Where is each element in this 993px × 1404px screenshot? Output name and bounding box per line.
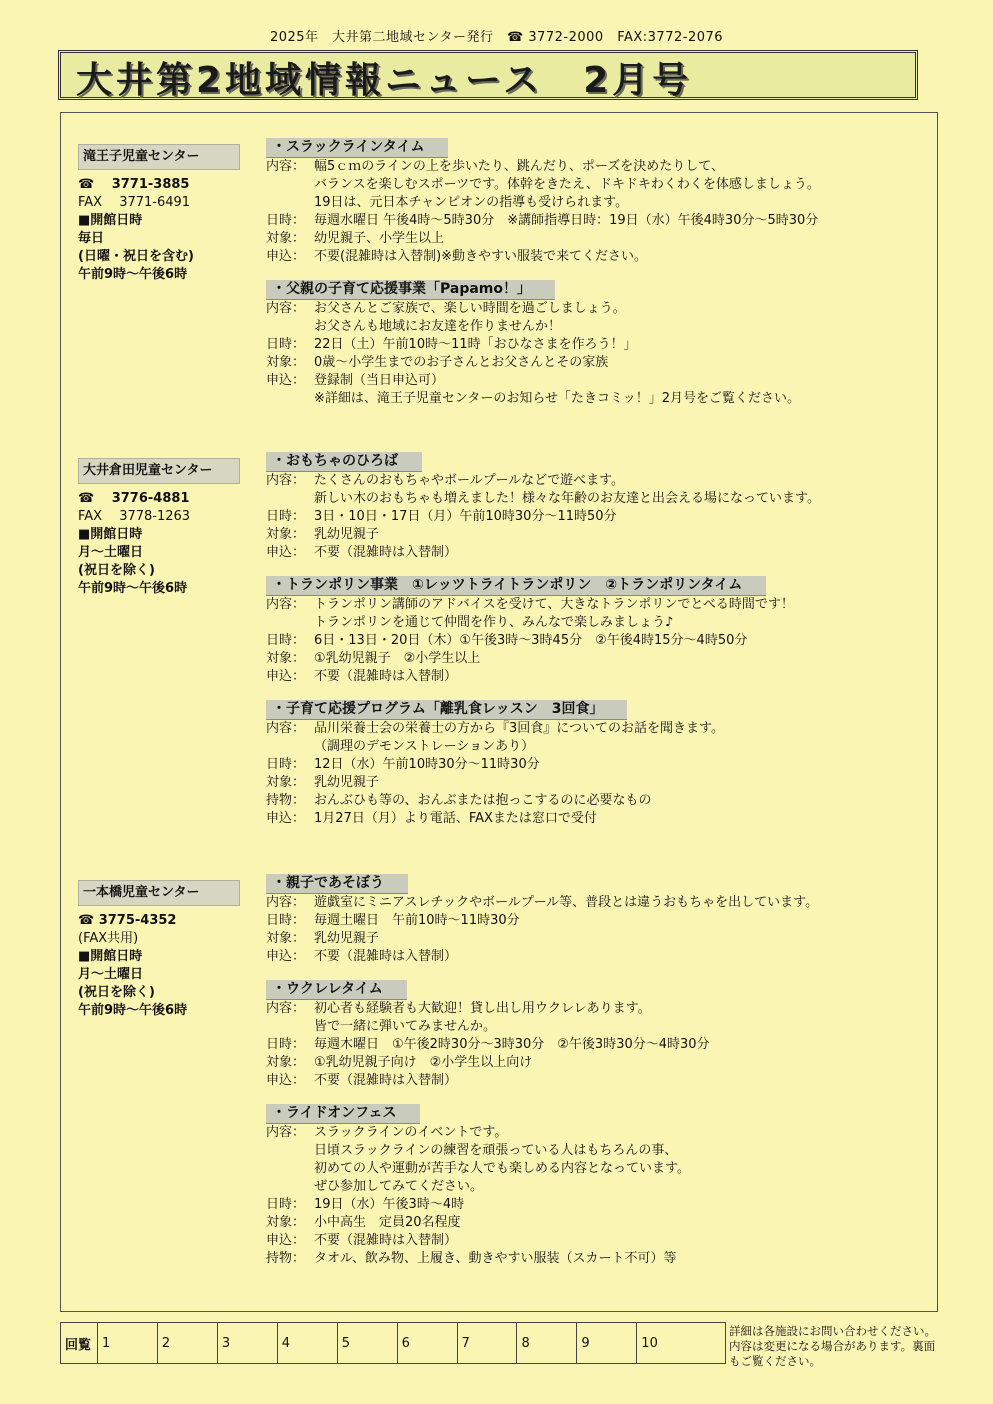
content-line: トランポリン講師のアドバイスを受けて、大きなトランポリンでとべる時間です！	[314, 597, 794, 612]
publisher-line: 2025年 大井第二地域センター発行 ☎ 3772-2000 FAX:3772-2076	[269, 30, 724, 45]
content-line: （調理のデモンストレーションあり）	[314, 739, 535, 754]
label: 内容：	[266, 1001, 306, 1016]
circulation-label: 回覧	[61, 1323, 98, 1364]
label: 日時：	[266, 633, 306, 648]
events-takiouji	[266, 138, 936, 422]
event-title: ・おもちゃのひろば	[266, 452, 422, 472]
content-line: 遊戯室にミニアスレチックやボールプール等、普段とは違うおもちゃを出しています。	[314, 895, 819, 910]
label: 対象：	[266, 231, 306, 246]
content-line: ぜひ参加してみてください。	[314, 1179, 484, 1194]
page-title: 大井第2地域情報ニュース 2月号	[76, 60, 693, 101]
apply: 不要(混雑時は入替制)※動きやすい服装で来てください。	[314, 249, 648, 264]
event-title: ・子育て応援プログラム「離乳食レッスン 3回食」	[266, 700, 627, 720]
target: 0歳～小学生までのお子さんとお父さんとその家族	[314, 355, 609, 370]
label: 申込：	[266, 249, 306, 264]
bring: おんぶひも等の、おんぶまたは抱っこするのに必要なもの	[314, 793, 652, 808]
event-title: ・トランポリン事業 ①レッツトライトランポリン ②トランポリンタイム	[266, 576, 766, 596]
center-hours-label: ■開館日時	[78, 527, 143, 542]
label: 対象：	[266, 1215, 306, 1230]
bring: タオル、飲み物、上履き、動きやすい服装（スカート不可）等	[314, 1251, 677, 1266]
center-fax: FAX 3771-6491	[78, 195, 191, 210]
center-name: 滝王子児童センター	[78, 144, 240, 170]
label: 内容：	[266, 721, 306, 736]
content-line: たくさんのおもちゃやボールプールなどで遊べます。	[314, 473, 625, 488]
event-title: ・スラックラインタイム	[266, 138, 448, 158]
label: 対象：	[266, 775, 306, 790]
center-days: 月～土曜日	[78, 967, 144, 982]
event-slackline	[266, 138, 936, 266]
event-note: ※詳細は、滝王子児童センターのお知らせ「たきコミッ！」2月号をご覧ください。	[314, 391, 800, 406]
content-line: 初心者も経験者も大歓迎！貸し出し用ウクレレあります。	[314, 1001, 651, 1016]
label: 申込：	[266, 669, 306, 684]
target: ①乳幼児親子 ②小学生以上	[314, 651, 481, 666]
center-fax: (FAX共用)	[78, 931, 139, 946]
content-line: 幅5ｃｍのラインの上を歩いたり、跳んだり、ポーズを決めたりして、	[314, 159, 724, 174]
label: 対象：	[266, 651, 306, 666]
label: 内容：	[266, 895, 306, 910]
circulation-cell: 2	[157, 1323, 217, 1364]
label: 申込：	[266, 545, 306, 560]
events-ipponbashi	[266, 874, 936, 1282]
center-ipponbashi	[78, 880, 248, 1020]
center-hours-label: ■開館日時	[78, 213, 143, 228]
event-title: ・父親の子育て応援事業「Papamo！」	[266, 280, 555, 300]
label: 日時：	[266, 913, 306, 928]
target: 乳幼児親子	[314, 527, 380, 542]
content-line: 日頃スラックラインの練習を頑張っている人はもちろんの事、	[314, 1143, 678, 1158]
center-phone: ☎ 3775-4352	[78, 913, 177, 928]
event-ukulele	[266, 980, 936, 1090]
event-parent-child-play	[266, 874, 936, 966]
event-baby-food	[266, 700, 936, 828]
circulation-cell: 10	[637, 1323, 726, 1364]
event-ride-on-fes	[266, 1104, 936, 1268]
label: 対象：	[266, 527, 306, 542]
event-toy-plaza	[266, 452, 936, 562]
label: 対象：	[266, 1055, 306, 1070]
target: 小中高生 定員20名程度	[314, 1215, 461, 1230]
center-days-note: (祝日を除く)	[78, 563, 155, 578]
label: 日時：	[266, 213, 306, 228]
content-line: 皆で一緒に弾いてみませんか。	[314, 1019, 497, 1034]
event-title: ・ライドオンフェス	[266, 1104, 420, 1124]
content-line: 初めての人や運動が苦手な人でも楽しめる内容となっています。	[314, 1161, 690, 1176]
center-name: 一本橋児童センター	[78, 880, 240, 906]
label: 持物：	[266, 793, 306, 808]
apply: 1月27日（月）より電話、FAXまたは窓口で受付	[314, 811, 597, 826]
label: 持物：	[266, 1251, 306, 1266]
footer-note: 詳細は各施設にお問い合わせください。内容は変更になる場合があります。裏面もご覧ください。	[729, 1324, 936, 1368]
label: 日時：	[266, 1197, 306, 1212]
apply: 不要（混雑時は入替制）	[314, 1073, 458, 1088]
circulation-cell: 5	[337, 1323, 397, 1364]
center-phone: ☎ 3776-4881	[78, 491, 190, 506]
label: 内容：	[266, 597, 306, 612]
content-line: お父さんとご家族で、楽しい時間を過ごしましょう。	[314, 301, 626, 316]
center-hours-label: ■開館日時	[78, 949, 143, 964]
circulation-cell: 9	[577, 1323, 637, 1364]
center-name: 大井倉田児童センター	[78, 458, 240, 484]
target: 乳幼児親子	[314, 931, 380, 946]
circulation-cell: 8	[517, 1323, 577, 1364]
content-line: お父さんも地域にお友達を作りませんか！	[314, 319, 562, 334]
center-hours: 午前9時～午後6時	[78, 581, 188, 596]
center-takiouji	[78, 144, 248, 284]
label: 日時：	[266, 509, 306, 524]
center-ooikurata	[78, 458, 248, 598]
label: 申込：	[266, 949, 306, 964]
apply: 登録制（当日申込可）	[314, 373, 445, 388]
circulation-cell: 6	[397, 1323, 457, 1364]
content-line: 新しい木のおもちゃも増えました！様々な年齢のお友達と出会える場になっています。	[314, 491, 820, 506]
circulation-cell: 7	[457, 1323, 517, 1364]
label: 日時：	[266, 757, 306, 772]
label: 内容：	[266, 473, 306, 488]
date: 毎週土曜日 午前10時～11時30分	[314, 913, 520, 928]
event-trampoline	[266, 576, 936, 686]
center-days: 月～土曜日	[78, 545, 144, 560]
event-papamo	[266, 280, 936, 408]
label: 内容：	[266, 159, 306, 174]
center-hours: 午前9時～午後6時	[78, 267, 188, 282]
circulation-cell: 4	[277, 1323, 337, 1364]
label: 申込：	[266, 1233, 306, 1248]
center-days-note: (日曜・祝日を含む)	[78, 249, 194, 264]
center-fax: FAX 3778-1263	[78, 509, 191, 524]
apply: 不要（混雑時は入替制）	[314, 545, 458, 560]
label: 日時：	[266, 337, 306, 352]
target: 幼児親子、小学生以上	[314, 231, 445, 246]
label: 日時：	[266, 1037, 306, 1052]
apply: 不要（混雑時は入替制）	[314, 1233, 458, 1248]
date: 3日・10日・17日（月）午前10時30分～11時50分	[314, 509, 617, 524]
label: 対象：	[266, 355, 306, 370]
date: 毎週水曜日 午後4時～5時30分 ※講師指導日時：19日（水）午後4時30分～5時30分	[314, 213, 819, 228]
label: 内容：	[266, 1125, 306, 1140]
content-line: 品川栄養士会の栄養士の方から『3回食』についてのお話を聞きます。	[314, 721, 724, 736]
content-line: スラックラインのイベントです。	[314, 1125, 508, 1140]
content-line: トランポリンを通じて仲間を作り、みんなで楽しみましょう♪	[314, 615, 674, 630]
circulation-table	[60, 1322, 726, 1364]
circulation-cell: 3	[217, 1323, 277, 1364]
event-title: ・ウクレレタイム	[266, 980, 407, 1000]
date: 22日（土）午前10時～11時「おひなさまを作ろう！」	[314, 337, 637, 352]
content-line: バランスを楽しむスポーツです。体幹をきたえ、ドキドキわくわくを体感しましょう。	[314, 177, 820, 192]
target: ①乳幼児親子向け ②小学生以上向け	[314, 1055, 533, 1070]
label: 申込：	[266, 1073, 306, 1088]
center-days: 毎日	[78, 231, 105, 246]
content-line: 19日は、元日本チャンピオンの指導も受けられます。	[314, 195, 629, 210]
date: 19日（水）午後3時～4時	[314, 1197, 465, 1212]
center-phone: ☎ 3771-3885	[78, 177, 190, 192]
center-hours: 午前9時～午後6時	[78, 1003, 188, 1018]
date: 毎週木曜日 ①午後2時30分～3時30分 ②午後3時30分～4時30分	[314, 1037, 710, 1052]
label: 申込：	[266, 373, 306, 388]
apply: 不要（混雑時は入替制）	[314, 949, 458, 964]
apply: 不要（混雑時は入替制）	[314, 669, 458, 684]
date: 12日（水）午前10時30分～11時30分	[314, 757, 540, 772]
center-days-note: (祝日を除く)	[78, 985, 155, 1000]
label: 対象：	[266, 931, 306, 946]
target: 乳幼児親子	[314, 775, 380, 790]
label: 内容：	[266, 301, 306, 316]
circulation-cell: 1	[98, 1323, 158, 1364]
event-title: ・親子であそぼう	[266, 874, 408, 894]
date: 6日・13日・20日（木）①午後3時～3時45分 ②午後4時15分～4時50分	[314, 633, 748, 648]
events-ooikurata	[266, 452, 936, 842]
label: 申込：	[266, 811, 306, 826]
